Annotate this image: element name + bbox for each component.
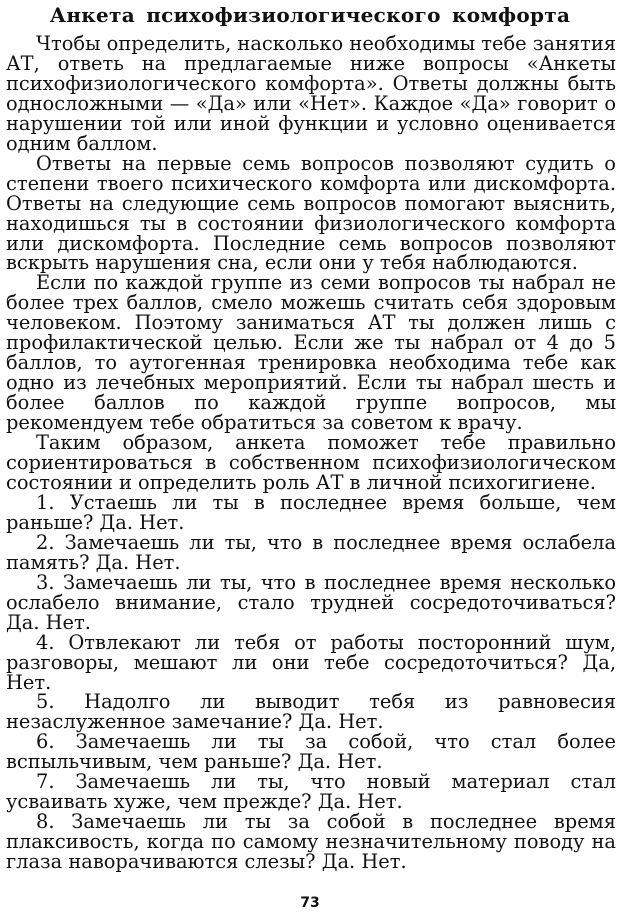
question-item: 8. Замечаешь ли ты за собой в последнее время плаксивость, когда по самому незначительному поводу на глаза наворачиваются слезы? Да. Нет. (6, 810, 616, 874)
question-item: 7. Замечаешь ли ты, что новый материал стал усваивать хуже, чем прежде? Да. Нет. (6, 770, 616, 814)
paragraph-groups: Ответы на первые семь вопросов позволяют судить о степени твоего психического комфорта или дискомфорта. Ответы на следующие семь вопросов помогают выяснить, находишься ты в состоянии физиологического комфорта или дискомфорта. Последние семь вопросов позволяют вскрыть нарушения сна, если они у тебя наблюдаются. (6, 151, 616, 275)
paragraph-scoring: Если по каждой группе из семи вопросов ты набрал не более трех баллов, смело можешь считать себя здоровым человеком. Поэтому заниматься АТ ты должен лишь с профилактической целью. Если же ты набрал от 4 до 5 баллов, то аутогенная тренировка необходима тебе как одно из лечебных мероприятий. Если ты набрал шесть и более баллов по каждой группе вопросов, мы рекомендуем тебе обратиться за советом к врачу. (6, 271, 616, 435)
question-item: 4. Отвлекают ли тебя от работы посторонний шум, разговоры, мешают ли они тебе сосредоточиться? Да, Нет. (6, 630, 616, 694)
question-item: 5. Надолго ли выводит тебя из равновесия незаслуженное замечание? Да. Нет. (6, 690, 616, 734)
page-title: Анкета психофизиологического комфорта (49, 3, 571, 27)
paragraph-intro: Чтобы определить, насколько необходимы тебе занятия АТ, ответь на предлагаемые ниже вопросы «Анкеты психофизиологического комфорта». Ответы должны быть односложными — «Да» или «Нет». Каждое «Да» говорит о нарушении той или иной функции и условно оценивается одним баллом. (6, 32, 616, 155)
paragraph-conclusion: Таким образом, анкета поможет тебе правильно сориентироваться в собственном психофизиологическом состоянии и определить роль АТ в личной психогигиене. (6, 431, 616, 494)
question-item: 6. Замечаешь ли ты за собой, что стал более вспыльчивым, чем раньше? Да. Нет. (6, 730, 616, 774)
question-item: 2. Замечаешь ли ты, что в последнее время ослабела память? Да. Нет. (6, 530, 616, 574)
text-body (6, 34, 616, 872)
page-number: 73 (300, 895, 320, 911)
question-item: 1. Устаешь ли ты в последнее время больше, чем раньше? Да. Нет. (6, 490, 616, 534)
question-item: 3. Замечаешь ли ты, что в последнее время несколько ослабело внимание, стало трудней сосредоточиваться? Да. Нет. (6, 570, 616, 634)
